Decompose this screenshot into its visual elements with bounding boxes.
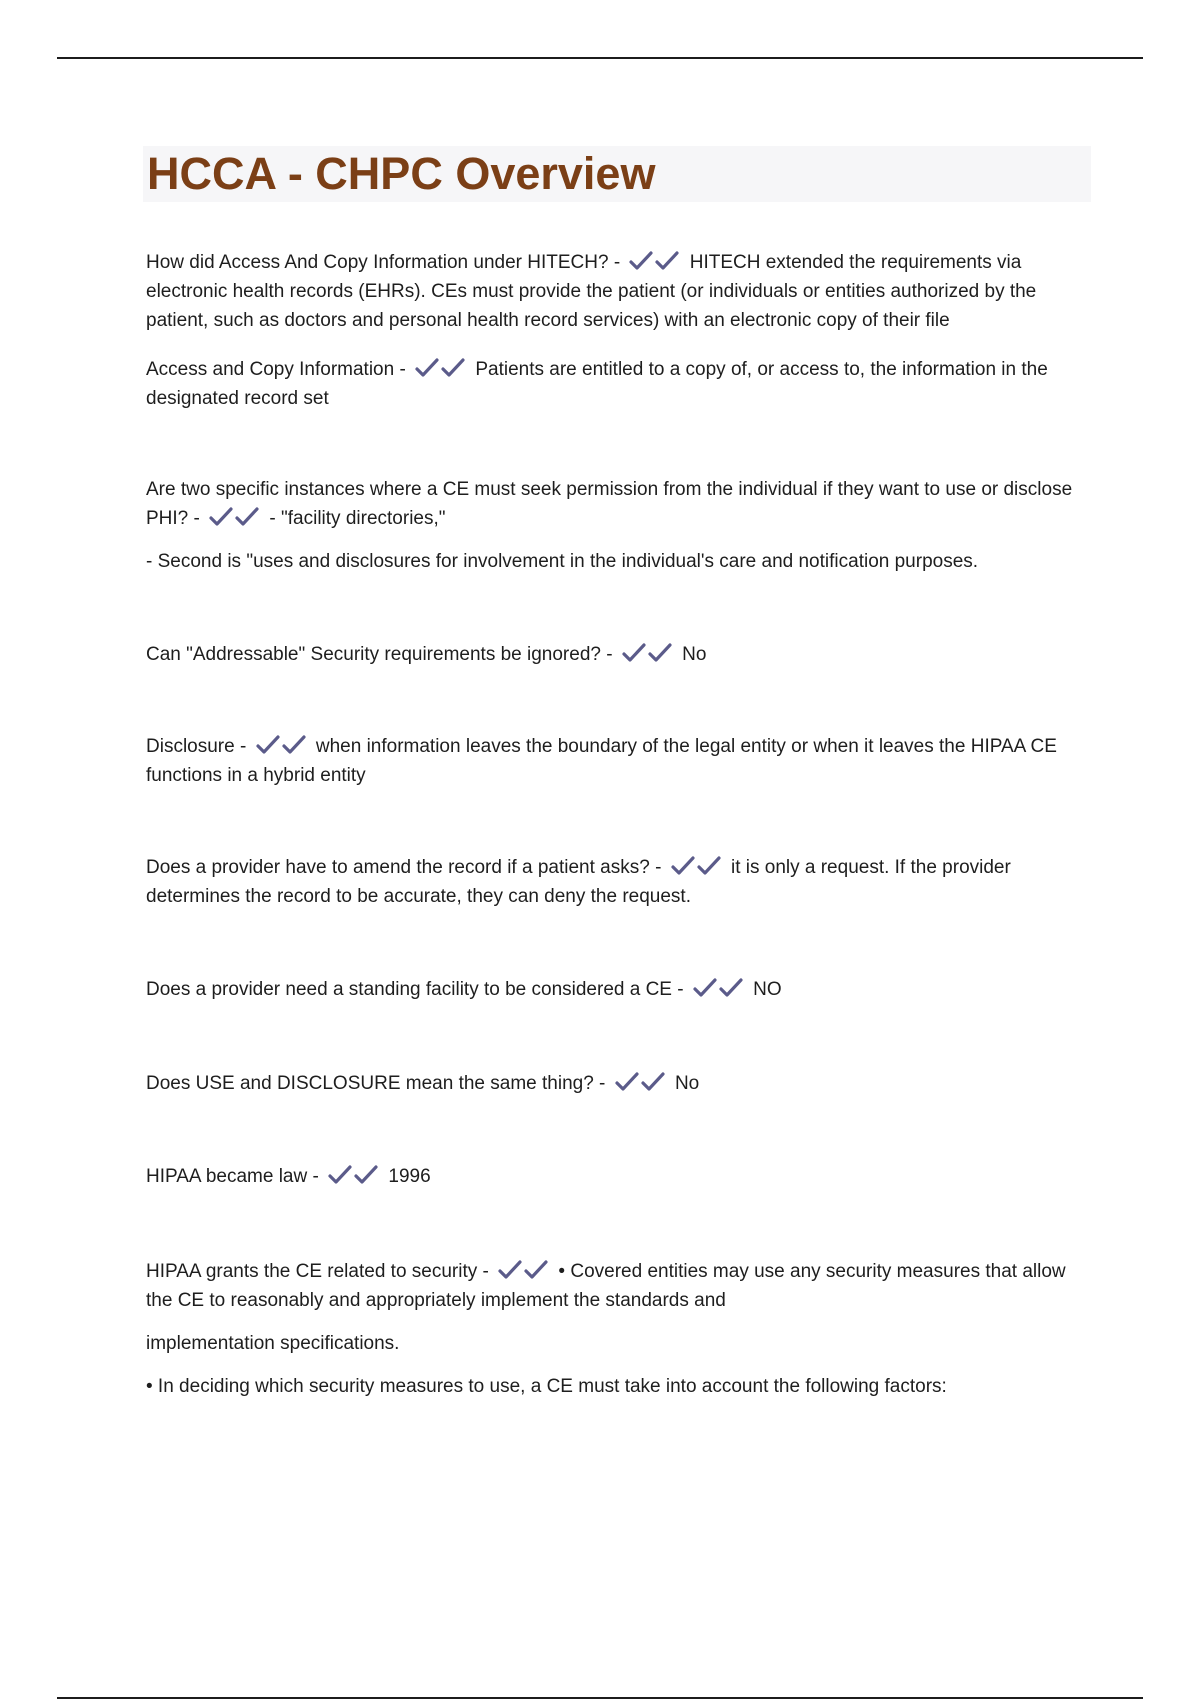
qa-question: Does USE and DISCLOSURE mean the same thing? - — [146, 1073, 606, 1094]
qa-answer: HITECH extended the requirements via electronic health records (EHRs). CEs must provide the patient (or individuals or entities authorized by the patient, such as doctors and personal health record services) with an electronic copy of their file — [146, 252, 1037, 331]
qa-answer: NO — [753, 979, 782, 1000]
qa-item — [146, 975, 1088, 1004]
qa-question: Disclosure - — [146, 736, 247, 757]
double-check-icon — [622, 640, 674, 669]
qa-answer-continued: • In deciding which security measures to use, a CE must take into account the following factors: — [146, 1376, 947, 1397]
qa-answer: Patients are entitled to a copy of, or access to, the information in the designated record set — [146, 359, 1048, 409]
qa-answer: it is only a request. If the provider determines the record to be accurate, they can deny the request. — [146, 857, 1011, 907]
qa-answer: • Covered entities may use any security measures that allow the CE to reasonably and appropriately implement the standards and — [146, 1261, 1066, 1311]
double-check-icon — [615, 1069, 667, 1098]
qa-answer: 1996 — [388, 1166, 431, 1187]
double-check-icon — [328, 1162, 380, 1191]
qa-content — [146, 248, 1088, 1401]
double-check-icon — [693, 975, 745, 1004]
page-title: HCCA - CHPC Overview — [147, 148, 656, 199]
qa-item — [146, 1069, 1088, 1098]
qa-answer: No — [682, 644, 707, 665]
qa-question: Does a provider need a standing facility to be considered a CE - — [146, 979, 684, 1000]
qa-question: Does a provider have to amend the record if a patient asks? - — [146, 857, 662, 878]
qa-answer: when information leaves the boundary of the legal entity or when it leaves the HIPAA CE functions in a hybrid entity — [146, 736, 1057, 786]
qa-question: HIPAA grants the CE related to security - — [146, 1261, 489, 1282]
double-check-icon — [209, 504, 261, 533]
qa-answer-continued: implementation specifications. — [146, 1333, 400, 1354]
qa-item — [146, 475, 1088, 533]
qa-answer-continued: - Second is "uses and disclosures for involvement in the individual's care and notification purposes. — [146, 551, 979, 572]
double-check-icon — [498, 1257, 550, 1286]
qa-item — [146, 248, 1088, 335]
qa-question: How did Access And Copy Information under HITECH? - — [146, 252, 621, 273]
qa-question: Are two specific instances where a CE must seek permission from the individual if they want to use or disclose PHI? - — [146, 479, 1073, 529]
qa-question: Can "Addressable" Security requirements be ignored? - — [146, 644, 613, 665]
qa-item — [146, 853, 1088, 911]
qa-item — [146, 1257, 1088, 1315]
qa-answer: No — [674, 1073, 700, 1094]
qa-item — [146, 1162, 1088, 1191]
double-check-icon — [629, 248, 681, 277]
qa-answer: - "facility directories," — [269, 508, 446, 529]
qa-question: HIPAA became law - — [146, 1166, 319, 1187]
top-rule — [57, 57, 1143, 59]
bottom-rule — [57, 1697, 1143, 1699]
double-check-icon — [671, 853, 723, 882]
qa-item — [146, 732, 1088, 790]
qa-item — [146, 640, 1088, 669]
double-check-icon — [256, 732, 308, 761]
qa-question: Access and Copy Information - — [146, 359, 406, 380]
double-check-icon — [415, 355, 467, 384]
qa-item — [146, 355, 1088, 413]
